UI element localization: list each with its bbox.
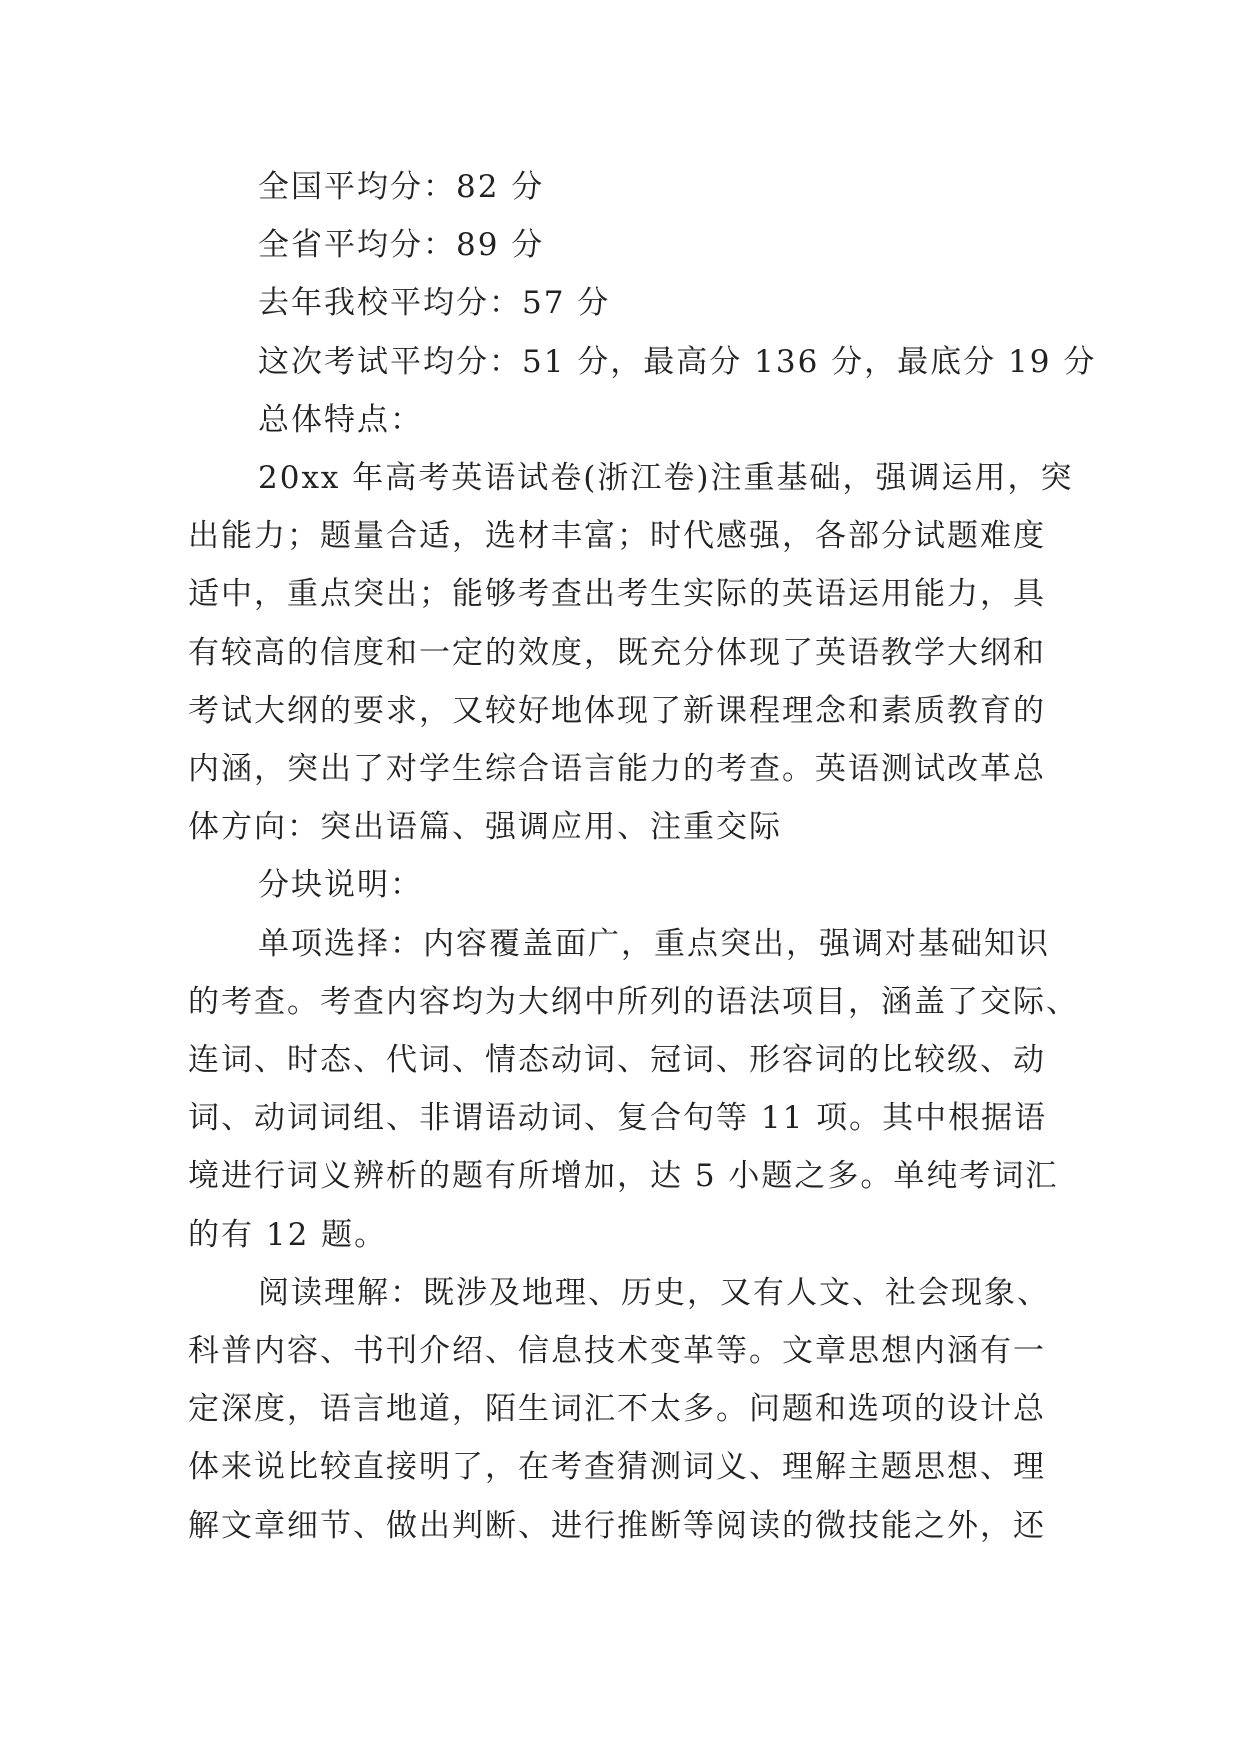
- paragraph-text-line: 单项选择：内容覆盖面广，重点突出，强调对基础知识: [258, 925, 1050, 962]
- paragraph-text-line: 内涵，突出了对学生综合语言能力的考查。英语测试改革总: [188, 751, 1046, 788]
- paragraph-text-line: 出能力；题量合适，选材丰富；时代感强，各部分试题难度: [188, 518, 1046, 555]
- paragraph-text-line: 适中，重点突出；能够考查出考生实际的英语运用能力，具: [188, 576, 1046, 613]
- paragraph-text-line: 科普内容、书刊介绍、信息技术变革等。文章思想内涵有一: [188, 1333, 1046, 1370]
- provincial-average-line: 全省平均分：89 分: [258, 227, 545, 264]
- overall-features-heading: 总体特点：: [258, 401, 423, 438]
- paragraph-text-line: 的有 12 题。: [188, 1216, 388, 1253]
- paragraph-text-line: 定深度，语言地道，陌生词汇不太多。问题和选项的设计总: [188, 1391, 1046, 1428]
- document-body: [188, 158, 1097, 1555]
- paragraph-text-line: 考试大纲的要求，又较好地体现了新课程理念和素质教育的: [188, 692, 1046, 729]
- paragraph-text-line: 体来说比较直接明了，在考查猜测词义、理解主题思想、理: [188, 1449, 1046, 1486]
- paragraph-text-line: 境进行词义辨析的题有所增加，达 5 小题之多。单纯考词汇: [188, 1158, 1059, 1195]
- paragraph-text-line: 解文章细节、做出判断、进行推断等阅读的微技能之外，还: [188, 1507, 1046, 1544]
- paragraph-text-line: 阅读理解：既涉及地理、历史，又有人文、社会现象、: [258, 1274, 1050, 1311]
- paragraph-text-line: 20xx 年高考英语试卷(浙江卷)注重基础，强调运用，突: [258, 460, 1074, 497]
- section-notes-heading: 分块说明：: [258, 867, 423, 904]
- paragraph-text-line: 词、动词词组、非谓语动词、复合句等 11 项。其中根据语: [188, 1100, 1048, 1137]
- last-year-school-average-line: 去年我校平均分：57 分: [258, 285, 611, 322]
- paragraph-text-line: 连词、时态、代词、情态动词、冠词、形容词的比较级、动: [188, 1042, 1046, 1079]
- paragraph-text-line: 的考查。考查内容均为大纲中所列的语法项目，涵盖了交际、: [188, 983, 1079, 1020]
- national-average-line: 全国平均分：82 分: [258, 169, 545, 205]
- paragraph-text-line: 体方向：突出语篇、强调应用、注重交际: [188, 809, 782, 846]
- this-exam-scores-line: 这次考试平均分：51 分，最高分 136 分，最底分 19 分: [258, 343, 1097, 380]
- paragraph-text-line: 有较高的信度和一定的效度，既充分体现了英语教学大纲和: [188, 634, 1046, 671]
